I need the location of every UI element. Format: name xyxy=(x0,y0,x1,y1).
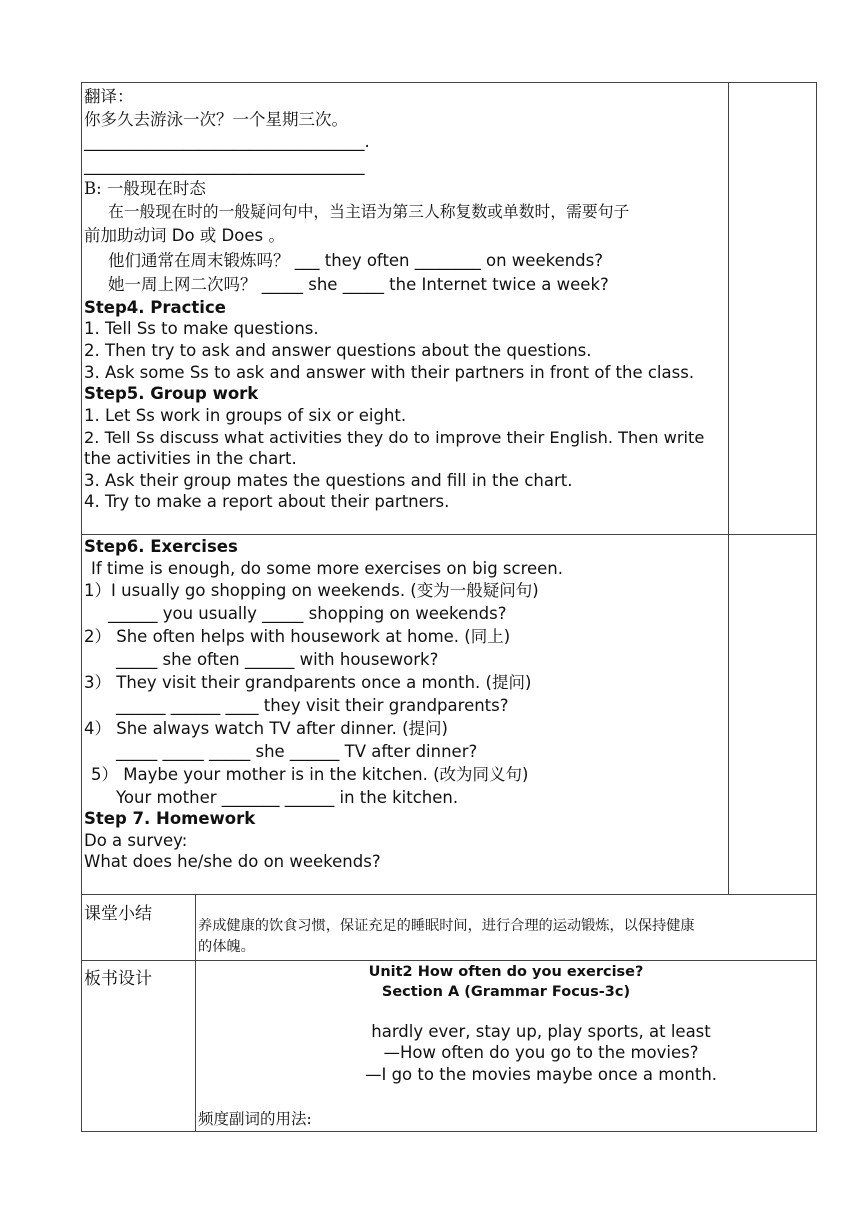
row-divider-2 xyxy=(81,894,817,895)
table-right-border xyxy=(816,82,817,1132)
list-item: 3. Ask some Ss to ask and answer with their partners in front of the class. xyxy=(84,363,695,382)
table-bottom-border xyxy=(81,1131,817,1132)
list-item: 1. Tell Ss to make questions. xyxy=(84,319,319,338)
homework-line: What does he/she do on weekends? xyxy=(84,852,381,871)
step-heading: Step6. Exercises xyxy=(84,537,238,556)
table-top-border xyxy=(81,82,817,83)
grammar-heading: B: 一般现在时态 xyxy=(84,179,206,198)
summary-text: 的体魄。 xyxy=(198,939,255,955)
table-left-border xyxy=(81,82,82,1132)
exercise-answer: _____ she often ______ with housework? xyxy=(116,650,439,669)
list-item: 3. Ask their group mates the questions and fill in the chart. xyxy=(84,471,573,490)
list-item: 4. Try to make a report about their partners. xyxy=(84,492,450,511)
exercise-item: 2） She often helps with housework at home. (同上) xyxy=(84,627,511,646)
label-column-divider xyxy=(195,894,196,1132)
exercise-answer: Your mother _______ ______ in the kitchen. xyxy=(116,788,459,807)
list-item: 2. Tell Ss discuss what activities they do to improve their English. Then write xyxy=(84,428,705,447)
exercise-answer: _____ _____ _____ she ______ TV after dinner? xyxy=(116,742,478,761)
exercise-item: 3） They visit their grandparents once a month. (提问) xyxy=(84,673,532,692)
row-divider-3 xyxy=(81,960,817,961)
board-note: 频度副词的用法: xyxy=(198,1110,312,1128)
board-vocabulary: hardly ever, stay up, play sports, at least xyxy=(371,1022,711,1041)
list-item: 1. Let Ss work in groups of six or eight. xyxy=(84,406,407,425)
summary-text: 养成健康的饮食习惯，保证充足的睡眠时间，进行合理的运动锻炼，以保持健康 xyxy=(198,918,695,934)
row-divider-1 xyxy=(81,534,817,535)
answer-blank-line: __________________________________. xyxy=(84,132,370,151)
board-design-label: 板书设计 xyxy=(84,969,152,989)
translation-sentence: 你多久去游泳一次？一个星期三次。 xyxy=(84,110,348,129)
exercise-item: 1）I usually go shopping on weekends. (变为一般疑问句) xyxy=(84,581,539,600)
exercise-answer: ______ you usually _____ shopping on weekends? xyxy=(108,604,507,623)
grammar-example: 她一周上网二次吗？ _____ she _____ the Internet twice a week? xyxy=(108,275,609,294)
side-column-divider xyxy=(728,82,729,894)
grammar-explanation: 前加助动词 Do 或 Does 。 xyxy=(84,226,285,245)
translation-heading: 翻译： xyxy=(84,87,134,106)
grammar-example: 他们通常在周末锻炼吗？ ___ they often ________ on weekends? xyxy=(108,251,604,270)
homework-line: Do a survey: xyxy=(84,831,188,850)
step-heading: Step 7. Homework xyxy=(84,809,256,828)
exercise-intro: If time is enough, do some more exercises on big screen. xyxy=(91,559,564,578)
summary-label: 课堂小结 xyxy=(84,904,152,924)
list-item: the activities in the chart. xyxy=(84,449,297,468)
board-dialogue-question: —How often do you go to the movies? xyxy=(383,1043,699,1062)
exercise-item: 5） Maybe your mother is in the kitchen. (改为同义句) xyxy=(91,765,529,784)
board-title: Unit2 How often do you exercise? xyxy=(368,964,644,980)
board-subtitle: Section A (Grammar Focus-3c) xyxy=(381,984,631,1000)
step-heading: Step5. Group work xyxy=(84,384,259,403)
grammar-explanation: 在一般现在时的一般疑问句中，当主语为第三人称复数或单数时，需要句子 xyxy=(108,202,630,221)
exercise-item: 4） She always watch TV after dinner. (提问) xyxy=(84,719,448,738)
answer-blank-line: __________________________________ xyxy=(84,156,365,175)
exercise-answer: ______ ______ ____ they visit their grandparents? xyxy=(116,696,509,715)
board-dialogue-answer: —I go to the movies maybe once a month. xyxy=(364,1065,718,1084)
step-heading: Step4. Practice xyxy=(84,298,226,317)
list-item: 2. Then try to ask and answer questions about the questions. xyxy=(84,341,592,360)
